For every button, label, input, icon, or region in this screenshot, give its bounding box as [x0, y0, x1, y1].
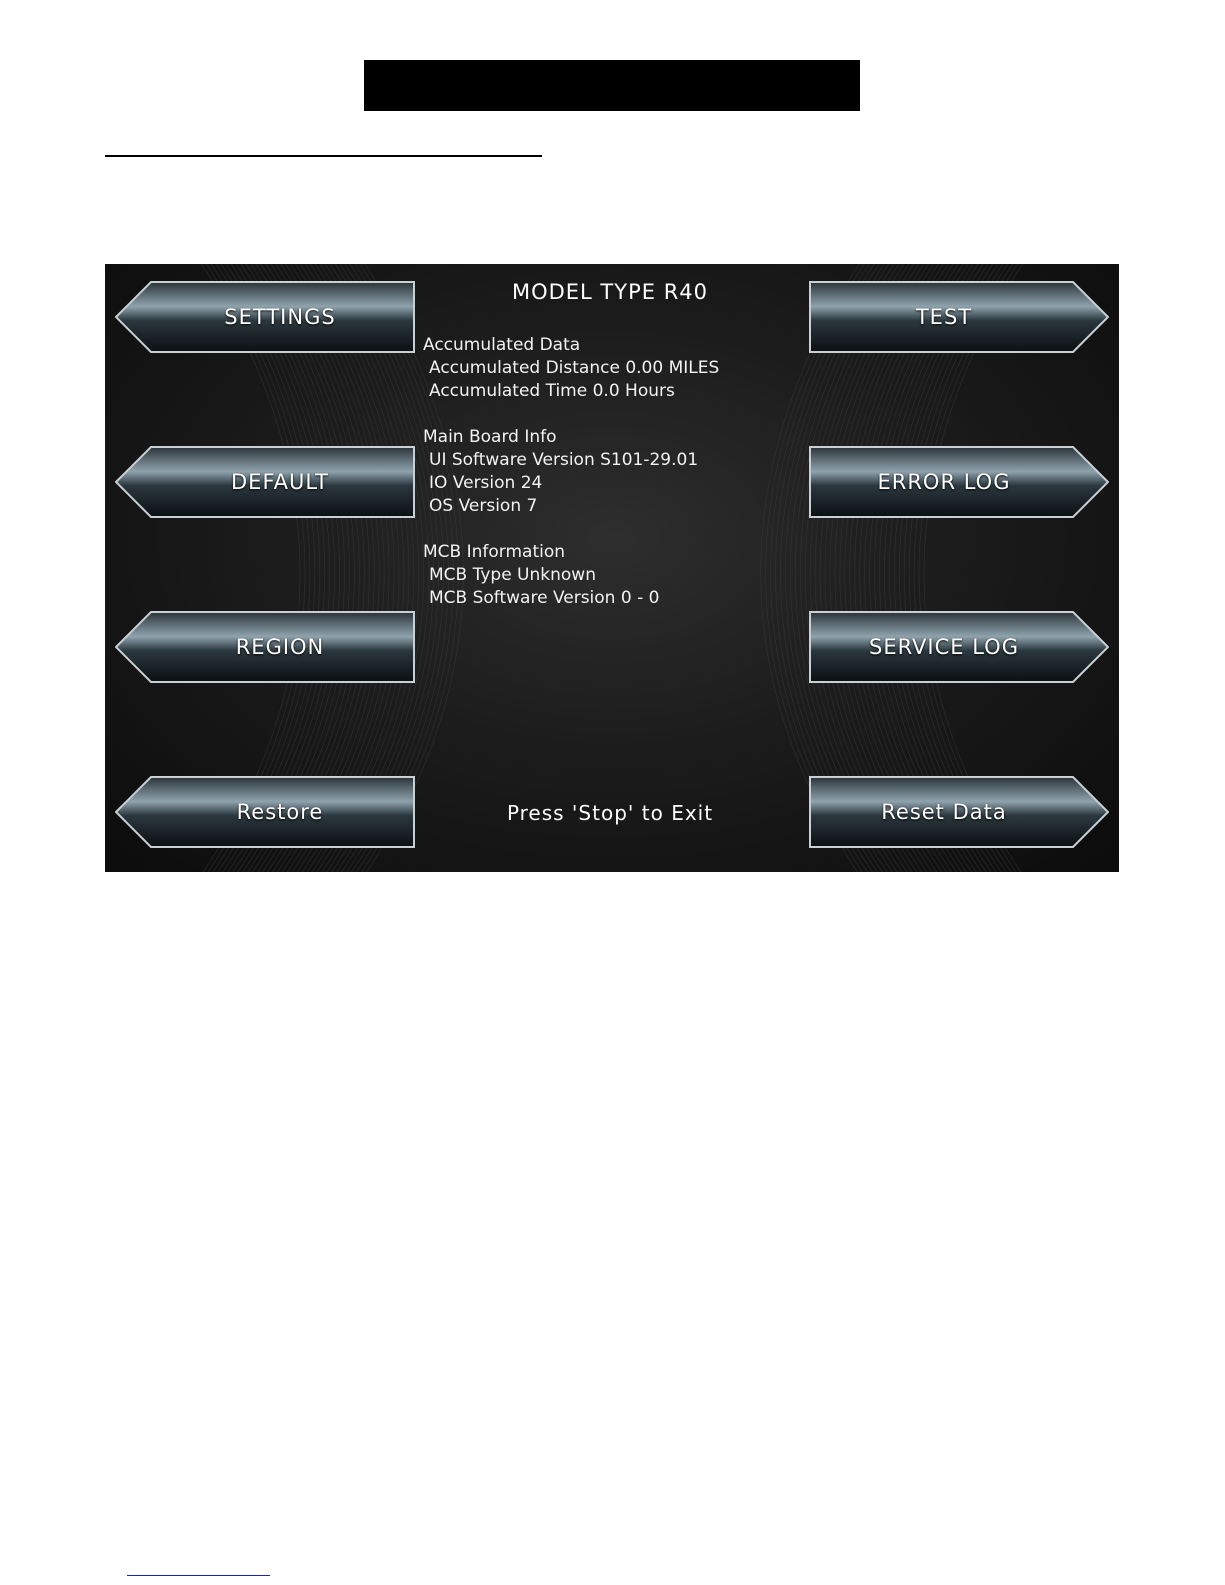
region-button-label: REGION	[235, 635, 325, 659]
accumulated-distance: Accumulated Distance 0.00 MILES	[429, 358, 720, 378]
os-version: OS Version 7	[429, 496, 538, 516]
service-log-button[interactable]	[809, 611, 1109, 683]
mcb-type: MCB Type Unknown	[429, 565, 596, 585]
error-log-button[interactable]	[809, 446, 1109, 518]
restore-button[interactable]	[115, 776, 415, 848]
reset-data-button[interactable]	[809, 776, 1109, 848]
restore-button-label: Restore	[236, 800, 324, 824]
settings-button-label: SETTINGS	[224, 305, 336, 329]
service-screen	[105, 264, 1119, 872]
default-button[interactable]	[115, 446, 415, 518]
footer-rule	[127, 1575, 270, 1576]
exit-hint: Press 'Stop' to Exit	[506, 801, 714, 825]
header-rule	[105, 155, 542, 157]
reset-data-button-label: Reset Data	[881, 800, 1007, 824]
settings-button[interactable]	[115, 281, 415, 353]
mcb-software-version: MCB Software Version 0 - 0	[429, 588, 660, 608]
default-button-label: DEFAULT	[231, 470, 329, 494]
region-button[interactable]	[115, 611, 415, 683]
main-board-header: Main Board Info	[423, 427, 557, 447]
header-redaction-bar	[364, 60, 860, 111]
info-panel	[423, 334, 719, 610]
mcb-information-header: MCB Information	[423, 542, 566, 562]
test-button-label: TEST	[915, 305, 973, 329]
test-button[interactable]	[809, 281, 1109, 353]
accumulated-data-header: Accumulated Data	[423, 335, 581, 355]
ui-software-version: UI Software Version S101-29.01	[429, 450, 699, 470]
error-log-button-label: ERROR LOG	[877, 470, 1011, 494]
service-log-button-label: SERVICE LOG	[869, 635, 1019, 659]
accumulated-time: Accumulated Time 0.0 Hours	[429, 381, 675, 401]
model-title: MODEL TYPE R40	[511, 280, 709, 304]
io-version: IO Version 24	[429, 473, 543, 493]
